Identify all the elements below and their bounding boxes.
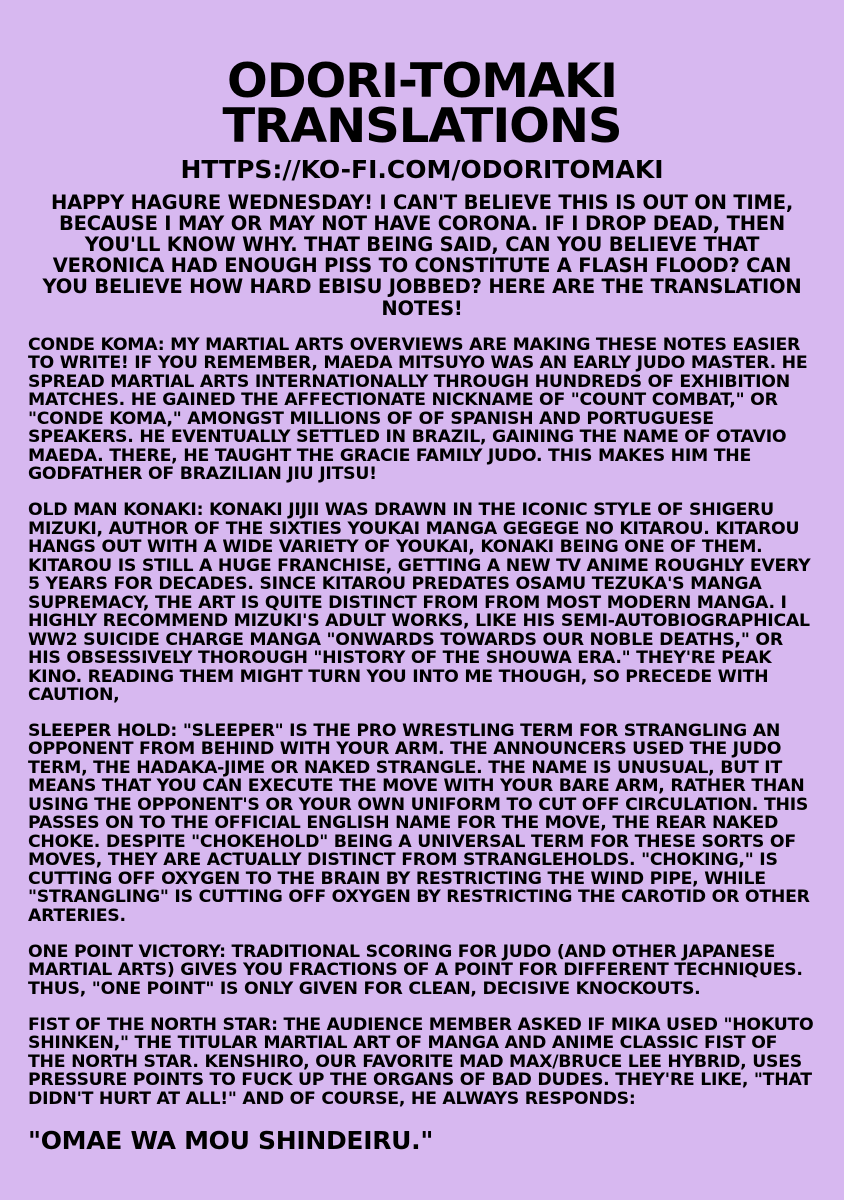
note-heading: SLEEPER HOLD: xyxy=(28,720,178,741)
note-item xyxy=(28,336,816,484)
kofi-link[interactable]: HTTPS://KO-FI.COM/ODORITOMAKI xyxy=(180,155,664,185)
note-item xyxy=(28,1016,816,1109)
note-body: THE AUDIENCE MEMBER ASKED IF MIKA USED "HOKUTO SHINKEN," THE TITULAR MARTIAL ART OF MANGA AND ANIME CLASSIC FIST OF THE NORTH STAR. KENSHIRO, OUR FAVORITE MAD MAX/BRUCE LEE HYBRID, USES PRESSURE POINTS TO FUCK UP THE ORGANS OF BAD DUDES. THEY'RE LIKE, "THAT DIDN'T HURT AT ALL!" AND OF COURSE, HE ALWAYS RESPONDS: xyxy=(28,1014,814,1109)
note-body: KONAKI JIJII WAS DRAWN IN THE ICONIC STYLE OF SHIGERU MIZUKI, AUTHOR OF THE SIXTIES YOUKAI MANGA GEGEGE NO KITAROU. KITAROU HANGS OUT WITH A WIDE VARIETY OF YOUKAI, KONAKI BEING ONE OF THEM. KITAROU IS STILL A HUGE FRANCHISE, GETTING A NEW TV ANIME ROUGHLY EVERY 5 YEARS FOR DECADES. SINCE KITAROU PREDATES OSAMU TEZUKA'S MANGA SUPREMACY, THE ART IS QUITE DISTINCT FROM FROM MOST MODERN MANGA. I HIGHLY RECOMMEND MIZUKI'S ADULT WORKS, LIKE HIS SEMI-AUTOBIOGRAPHICAL WW2 SUICIDE CHARGE MANGA "ONWARDS TOWARDS OUR NOBLE DEATHS," OR HIS OBSESSIVELY THOROUGH "HISTORY OF THE SHOUWA ERA." THEY'RE PEAK KINO. READING THEM MIGHT TURN YOU INTO ME THOUGH, SO PRECEDE WITH CAUTION, xyxy=(28,500,811,706)
note-heading: FIST OF THE NORTH STAR: xyxy=(28,1014,278,1035)
note-item xyxy=(28,943,816,999)
note-heading: OLD MAN KONAKI: xyxy=(28,500,204,521)
notes-list xyxy=(22,336,822,1108)
title-line-2: TRANSLATIONS xyxy=(222,98,622,154)
note-body: MY MARTIAL ARTS OVERVIEWS ARE MAKING THESE NOTES EASIER TO WRITE! IF YOU REMEMBER, MAEDA MITSUYO WAS AN EARLY JUDO MASTER. HE SPREAD MARTIAL ARTS INTERNATIONALLY THROUGH HUNDREDS OF EXHIBITION MATCHES. HE GAINED THE AFFECTIONATE NICKNAME OF "COUNT COMBAT," OR "CONDE KOMA," AMONGST MILLIONS OF OF SPANISH AND PORTUGUESE SPEAKERS. HE EVENTUALLY SETTLED IN BRAZIL, GAINING THE NAME OF OTAVIO MAEDA. THERE, HE TAUGHT THE GRACIE FAMILY JUDO. THIS MAKES HIM THE GODFATHER OF BRAZILIAN JIU JITSU! xyxy=(28,334,808,485)
title-line-1: ODORI-TOMAKI xyxy=(227,54,617,109)
intro-paragraph: HAPPY HAGURE WEDNESDAY! I CAN'T BELIEVE THIS IS OUT ON TIME, BECAUSE I MAY OR MAY NOT HAVE CORONA. IF I DROP DEAD, THEN YOU'LL KNOW WHY. THAT BEING SAID, CAN YOU BELIEVE THAT VERONICA HAD ENOUGH PISS TO CONSTITUTE A FLASH FLOOD? CAN YOU BELIEVE HOW HARD EBISU JOBBED? HERE ARE THE TRANSLATION NOTES! xyxy=(42,191,802,320)
page-title xyxy=(14,54,830,154)
note-heading: CONDE KOMA: xyxy=(28,334,165,355)
note-item xyxy=(28,722,816,926)
note-heading: ONE POINT VICTORY: xyxy=(28,941,226,962)
note-body: TRADITIONAL SCORING FOR JUDO (AND OTHER JAPANESE MARTIAL ARTS) GIVES YOU FRACTIONS OF A POINT FOR DIFFERENT TECHNIQUES. THUS, "ONE POINT" IS ONLY GIVEN FOR CLEAN, DECISIVE KNOCKOUTS. xyxy=(28,941,803,999)
outro-quote: "OMAE WA MOU SHINDEIRU." xyxy=(28,1126,434,1156)
note-body: "SLEEPER" IS THE PRO WRESTLING TERM FOR STRANGLING AN OPPONENT FROM BEHIND WITH YOUR ARM. THE ANNOUNCERS USED THE JUDO TERM, THE HADAKA-JIME OR NAKED STRANGLE. THE NAME IS UNUSUAL, BUT IT MEANS THAT YOU CAN EXECUTE THE MOVE WITH YOUR BARE ARM, RATHER THAN USING THE OPPONENT'S OR YOUR OWN UNIFORM TO CUT OFF CIRCULATION. THIS PASSES ON TO THE OFFICIAL ENGLISH NAME FOR THE MOVE, THE REAR NAKED CHOKE. DESPITE "CHOKEHOLD" BEING A UNIVERSAL TERM FOR THESE SORTS OF MOVES, THEY ARE ACTUALLY DISTINCT FROM STRANGLEHOLDS. "CHOKING," IS CUTTING OFF OXYGEN TO THE BRAIN BY RESTRICTING THE WIND PIPE, WHILE "STRANGLING" IS CUTTING OFF OXYGEN BY RESTRICTING THE CAROTID OR OTHER ARTERIES. xyxy=(28,720,810,926)
note-item xyxy=(28,501,816,705)
